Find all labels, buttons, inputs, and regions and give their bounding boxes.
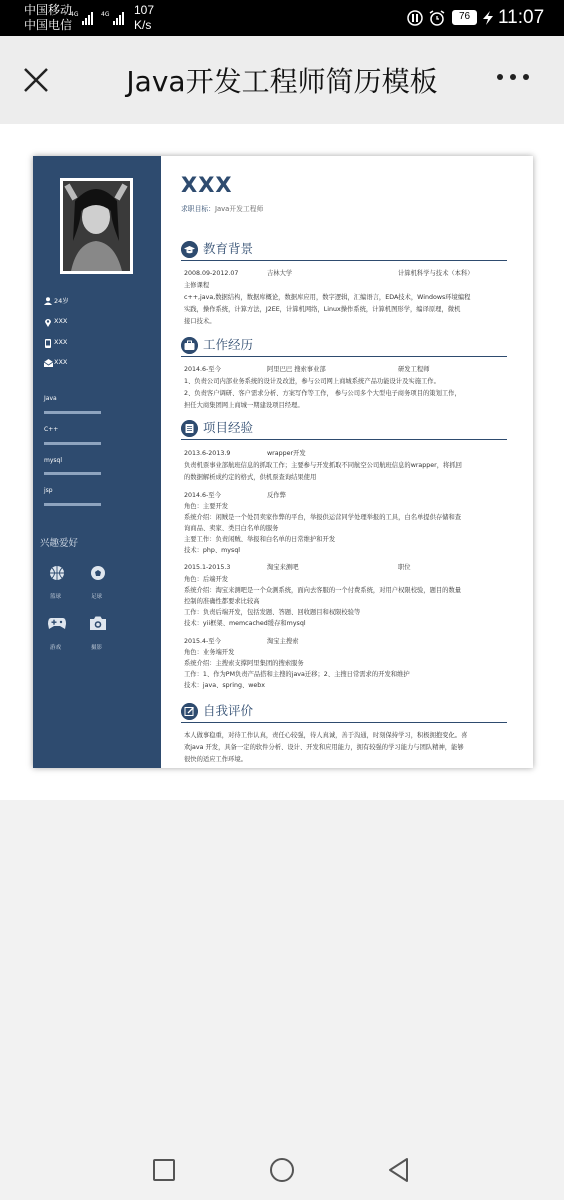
- work-line: 2、负责客户调研、客户需求分析、方案写作等工作， 参与公司多个大型电子商务项目的策划工作，: [184, 390, 461, 397]
- net-speed-unit: K/s: [134, 18, 152, 32]
- proj-name: 淘宝主搜索: [267, 638, 299, 645]
- proj-line: 工作：1、作为PM负责产品搭和主搜的java迁移；2、主搜日常需求的开发和维护: [184, 671, 410, 678]
- proj-line: 询商品、卖家、类目白名单的服务: [184, 525, 279, 532]
- resume-name: XXX: [181, 173, 233, 197]
- self-line: 本人做事稳重，对待工作认真，责任心较强，待人真诚，善于沟通，时刻保持学习，积极拥抱变化。喜: [184, 732, 468, 739]
- proj-line: 的数据解析成约定的格式，供机票查询结果使用: [184, 474, 317, 481]
- proj-role: 职位: [398, 564, 411, 571]
- net-type: 4G: [70, 11, 79, 18]
- alarm-icon: [428, 9, 446, 27]
- projects-header: [181, 420, 507, 440]
- briefcase-icon: [181, 337, 198, 354]
- work-header: [181, 337, 507, 357]
- age-text: 24岁: [54, 297, 69, 305]
- resume-main: [161, 156, 533, 768]
- skill-bar: [44, 411, 101, 414]
- triangle-back-icon[interactable]: [386, 1156, 412, 1184]
- graduation-cap-icon: [181, 241, 198, 258]
- proj-date: 2014.6-至今: [184, 492, 221, 499]
- proj-date: 2015.1-2015.3: [184, 564, 231, 571]
- proj-line: 负责机票事业部航班信息的抓取工作；主要参与开发抓取不同航空公司航班信息的wrapper，将抓回: [184, 462, 462, 469]
- job-target-value: Java开发工程师: [214, 205, 264, 213]
- work-date: 2014.6-至今: [184, 366, 221, 373]
- title-bar: [0, 36, 564, 124]
- book-icon: [181, 420, 198, 437]
- location-text: XXX: [54, 317, 68, 325]
- proj-line: 角色：业务端开发: [184, 649, 235, 656]
- hobby-label: 足球: [91, 594, 103, 600]
- work-position: 研发工程师: [398, 366, 430, 373]
- hd-call-icon: [406, 9, 424, 27]
- skill-label: Java: [44, 395, 57, 402]
- edu-major: 计算机科学与技术（本科）: [398, 270, 474, 277]
- proj-name: 反作弊: [267, 492, 286, 499]
- hobbies-title: 兴趣爱好: [40, 538, 79, 549]
- edu-line: 实践，操作系统，计算方法，J2EE，计算机网络，Linux操作系统，计算机图形学，编译原理，微机: [184, 306, 461, 313]
- skill-bar: [44, 442, 101, 445]
- gamepad-icon: [48, 616, 66, 630]
- job-target: [181, 205, 263, 215]
- camera-icon: [90, 616, 106, 630]
- proj-date: 2013.6-2013.9: [184, 450, 231, 457]
- status-bar: [0, 0, 564, 36]
- self-eval-title: 自我评价: [203, 703, 254, 718]
- proj-line: 角色：后端开发: [184, 576, 229, 583]
- proj-line: 主要工作：负责闲贼、举报和白名单的日常维护和开发: [184, 536, 336, 543]
- edu-line: 接口技术。: [184, 318, 216, 325]
- proj-line: 技术：yii框架、memcached缓存和mysql: [184, 620, 306, 627]
- page-title: Java开发工程师简历模板: [126, 65, 438, 98]
- proj-name: 淘宝来测吧: [267, 564, 299, 571]
- proj-line: 控制的准确性都要求比较高: [184, 598, 260, 605]
- phone-icon: [44, 339, 52, 348]
- basketball-icon: [49, 565, 65, 581]
- square-icon[interactable]: [152, 1158, 176, 1182]
- proj-name: wrapper开发: [267, 450, 306, 457]
- proj-line: 工作：负责后端开发，包括发题、答题、回收题目和权限校验等: [184, 609, 361, 616]
- hobby-label: 游戏: [50, 645, 62, 651]
- edu-date: 2008.09-2012.07: [184, 270, 239, 277]
- clock: 11:07: [498, 7, 545, 28]
- skill-label: C++: [44, 426, 59, 433]
- proj-line: 技术：php、mysql: [184, 547, 241, 554]
- skill-label: mysql: [44, 457, 62, 464]
- hobby-label: 篮球: [50, 594, 62, 600]
- location-icon: [44, 318, 52, 327]
- proj-line: 技术：java、spring、webx: [184, 682, 266, 689]
- signal-icon: [70, 9, 130, 29]
- proj-line: 系统介绍：主搜索支撑阿里集团的搜索服务: [184, 660, 304, 667]
- projects-title: 项目经验: [203, 420, 254, 435]
- resume-page: [33, 156, 533, 768]
- skill-bar: [44, 503, 101, 506]
- proj-date: 2015.4-至今: [184, 638, 221, 645]
- self-eval-header: [181, 703, 507, 723]
- more-icon[interactable]: [496, 72, 530, 82]
- football-icon: [90, 565, 106, 581]
- person-icon: [44, 297, 52, 305]
- net-speed-value: 107: [134, 3, 155, 17]
- carrier-2: 中国电信: [24, 18, 73, 32]
- battery-indicator: 76: [452, 10, 477, 25]
- education-title: 教育背景: [203, 241, 254, 256]
- net-type-2: 4G: [101, 11, 110, 18]
- work-line: 1、负责公司内部业务系统的设计及改进，参与公司网上商城系统产品功能设计及实施工作。: [184, 378, 440, 385]
- skill-label: jsp: [44, 487, 53, 494]
- circle-icon[interactable]: [268, 1156, 296, 1184]
- proj-line: 角色：主要开发: [184, 503, 229, 510]
- system-nav-bar: [0, 1140, 564, 1200]
- carrier-1: 中国移动: [24, 3, 73, 17]
- proj-line: 系统介绍：淘宝来测吧是一个众测系统，面向去客服的一个付费系统，对用户权限校验，题目的数量: [184, 587, 462, 594]
- proj-line: 系统介绍：闲贼是一个处罚卖家作弊的平台，举报供运营同学处理举报的工具，白名单提供存储和查: [184, 514, 462, 521]
- edu-line: 主修课程: [184, 282, 210, 289]
- charging-icon: [480, 10, 496, 26]
- edu-school: 吉林大学: [267, 270, 293, 277]
- resume-sidebar: [33, 156, 161, 768]
- work-company: 阿里巴巴 搜索事业部: [267, 366, 326, 373]
- phone-text: XXX: [54, 338, 68, 346]
- education-header: [181, 241, 507, 261]
- avatar: [60, 178, 133, 274]
- self-line: 欢java 开发，具备一定的软件分析、设计、开发和应用能力，拥有较强的学习能力与团队精神，能够: [184, 744, 464, 751]
- skill-bar: [44, 472, 101, 475]
- email-icon: [44, 359, 53, 367]
- hobby-label: 摄影: [91, 645, 103, 651]
- email-text: XXX: [54, 358, 68, 366]
- edit-icon: [181, 703, 198, 720]
- job-target-label: 求职目标：: [181, 205, 215, 213]
- avatar-photo: [63, 181, 130, 271]
- self-line: 很快的适应工作环境。: [184, 756, 247, 763]
- edu-line: c++,java,数据结构，数据库概论，数据库应用，数字逻辑，汇编语言，EDA技术，Windows环境编程: [184, 294, 471, 301]
- work-line: 担任大商集团网上商城一期建设项目经理。: [184, 402, 304, 409]
- work-title: 工作经历: [203, 337, 254, 352]
